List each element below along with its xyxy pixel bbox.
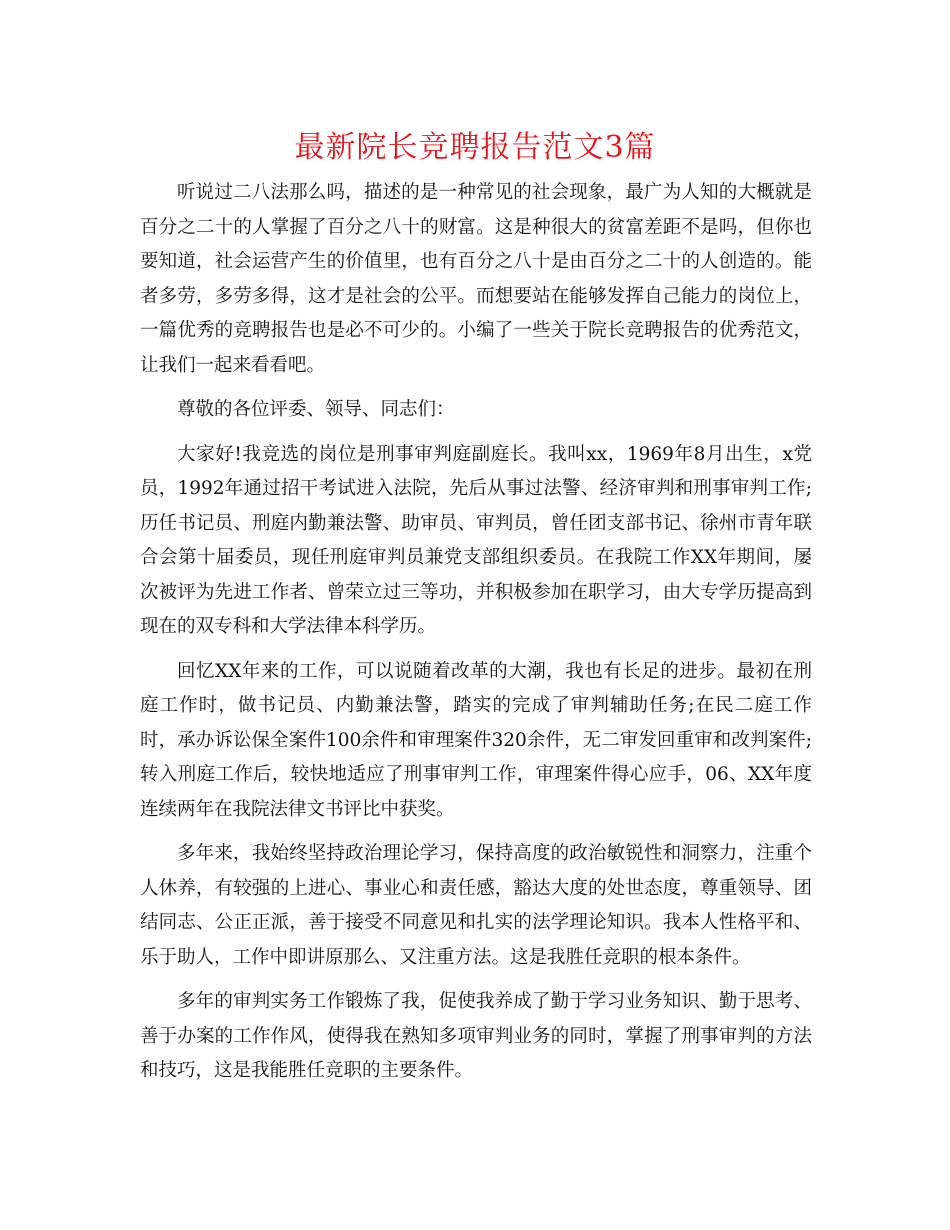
paragraph-political-study: 多年来，我始终坚持政治理论学习，保持高度的政治敏锐性和洞察力，注重个人休养，有较强的上进心、事业心和责任感，豁达大度的处世态度，尊重领导、团结同志、公正正派，善于接受不同意见和扎实的法学理论知识。我本人性格平和、乐于助人，工作中即讲原那么、又注重方法。这是我胜任竞职的根本条件。 [140, 843, 812, 968]
paragraph-work-review: 回忆XX年来的工作，可以说随着改革的大潮，我也有长足的进步。最初在刑庭工作时，做书记员、内勤兼法警，踏实的完成了审判辅助任务;在民二庭工作时，承办诉讼保全案件100余件和审理案件320余件，无二审发回重审和改判案件;转入刑庭工作后，较快地适应了刑事审判工作，审理案件得心应手，06、XX年度连续两年在我院法律文书评比中获奖。 [140, 660, 812, 820]
paragraph-intro: 听说过二八法那么吗，描述的是一种常见的社会现象，最广为人知的大概就是百分之二十的人掌握了百分之八十的财富。这是种很大的贫富差距不是吗，但你也要知道，社会运营产生的价值里，也有百分之八十是由百分之二十的人创造的。能者多劳，多劳多得，这才是社会的公平。而想要站在能够发挥自己能力的岗位上，一篇优秀的竞聘报告也是必不可少的。小编了一些关于院长竞聘报告的优秀范文，让我们一起来看看吧。 [140, 182, 812, 376]
paragraph-salutation: 尊敬的各位评委、领导、同志们： [177, 399, 455, 420]
paragraph-practice-experience: 多年的审判实务工作锻炼了我，促使我养成了勤于学习业务知识、勤于思考、善于办案的工作作风，使得我在熟知多项审判业务的同时，掌握了刑事审判的方法和技巧，这是我能胜任竞职的主要条件。 [140, 991, 812, 1081]
paragraph-self-introduction: 大家好!我竞选的岗位是刑事审判庭副庭长。我叫xx，1969年8月出生，x党员，1992年通过招干考试进入法院，先后从事过法警、经济审判和刑事审判工作;历任书记员、刑庭内勤兼法警、助审员、审判员，曾任团支部书记、徐州市青年联合会第十届委员，现任刑庭审判员兼党支部组织委员。在我院工作XX年期间，屡次被评为先进工作者、曾荣立过三等功，并积极参加在职学习，由大专学历提高到现在的双专科和大学法律本科学历。 [140, 443, 812, 637]
document-body [140, 176, 812, 1099]
document-title: 最新院长竞聘报告范文3篇 [294, 130, 656, 165]
